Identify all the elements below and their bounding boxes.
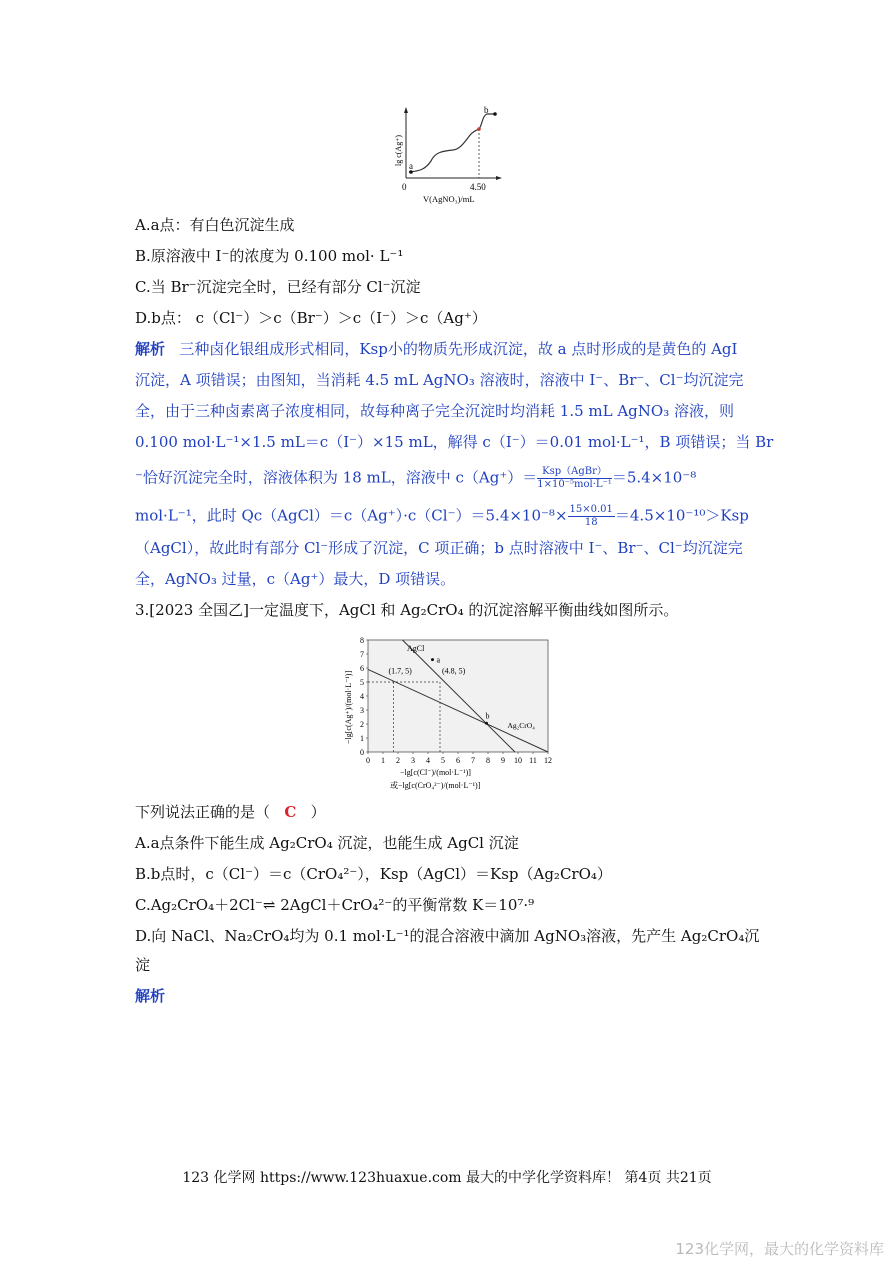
fraction-qc — [568, 504, 615, 529]
fraction-ksp-den: 1×10⁻⁵mol·L⁻¹ — [537, 479, 612, 490]
q2-option-a: A.a点：有白色沉淀生成 — [135, 216, 295, 234]
y-tick-label: 8 — [360, 636, 364, 645]
x-tick-label: 6 — [456, 756, 460, 765]
analysis2-line1 — [135, 339, 737, 359]
y-tick-label: 2 — [360, 720, 364, 729]
x-tick-label: 3 — [411, 756, 415, 765]
point-a — [431, 658, 434, 661]
y-tick-label: 1 — [360, 734, 364, 743]
titration-curve — [409, 114, 495, 172]
fig1-point-b: b — [484, 105, 489, 115]
q3-option-a: A.a点条件下能生成 Ag₂CrO₄ 沉淀，也能生成 AgCl 沉淀 — [135, 834, 519, 852]
point-a-label: a — [436, 655, 441, 665]
point-b — [485, 722, 488, 725]
x-tick-label: 7 — [471, 756, 475, 765]
x-tick-label: 11 — [529, 756, 537, 765]
y-tick-label: 3 — [360, 706, 364, 715]
solubility-chart — [338, 632, 562, 794]
q3-prompt-text: 下列说法正确的是（ — [135, 803, 271, 821]
x-tick-label: 5 — [441, 756, 445, 765]
series-label-agcl: AgCl — [407, 644, 425, 654]
x-tick-label: 4 — [426, 756, 430, 765]
fraction-ksp — [537, 466, 612, 491]
q3-option-d-line1: D.向 NaCl、Na₂CrO₄均为 0.1 mol·L⁻¹的混合溶液中滴加 AgNO₃溶液，先产生 Ag₂CrO₄沉 — [135, 927, 760, 945]
x-tick-label: 0 — [366, 756, 370, 765]
analysis-label: 解析 — [135, 340, 166, 358]
y-tick-label: 4 — [360, 692, 364, 701]
chart-xlabel: −lg[c(Cl⁻)/(mol·L⁻¹)] — [400, 768, 471, 777]
x-tick-label: 9 — [501, 756, 505, 765]
x-tick-label: 2 — [396, 756, 400, 765]
q2-option-c: C.当 Br⁻沉淀完全时，已经有部分 Cl⁻沉淀 — [135, 278, 421, 296]
fraction-qc-num: 15×0.01 — [569, 504, 613, 515]
titration-figure — [375, 104, 515, 206]
analysis2-line8: 全，AgNO₃ 过量，c（Ag⁺）最大，D 项错误。 — [135, 570, 456, 588]
q3-option-c: C.Ag₂CrO₄＋2Cl⁻⇌ 2AgCl＋CrO₄²⁻的平衡常数 K＝10⁷·⁹ — [135, 896, 535, 914]
y-tick-label: 6 — [360, 664, 364, 673]
answer-letter: C — [284, 803, 297, 821]
fig1-xlabel: V(AgNO₃)/mL — [423, 194, 475, 204]
analysis2-text1: 三种卤化银组成形式相同，Ksp小的物质先形成沉淀，故 a 点时形成的是黄色的 AgI — [179, 340, 738, 358]
fig1-origin: 0 — [402, 182, 407, 192]
fig1-point-a: a — [409, 161, 413, 171]
analysis2-text5a: ⁻恰好沉淀完全时，溶液体积为 18 mL，溶液中 c（Ag⁺）＝ — [135, 468, 538, 487]
fraction-qc-den: 18 — [584, 517, 598, 528]
plot-area — [368, 640, 548, 752]
q3-stem: 3.[2023 全国乙]一定温度下，AgCl 和 Ag₂CrO₄ 的沉淀溶解平衡曲线如图所示。 — [135, 601, 679, 619]
y-tick-label: 0 — [360, 748, 364, 757]
analysis2-text5b: ＝5.4×10⁻⁸ — [611, 468, 697, 487]
q3-option-d-line2: 淀 — [135, 956, 151, 974]
analysis2-line3: 全，由于三种卤素离子浓度相同，故每种离子完全沉淀时均消耗 1.5 mL AgNO₃ 溶液，则 — [135, 402, 734, 420]
analysis2-line2: 沉淀，A 项错误；由图知，当消耗 4.5 mL AgNO₃ 溶液时，溶液中 I⁻、Br⁻、Cl⁻均沉淀完 — [135, 371, 744, 389]
chart-xlabel2: 或−lg[c(CrO₄²⁻)/(mol·L⁻¹)] — [390, 781, 481, 790]
fraction-ksp-num: Ksp（AgBr） — [537, 466, 612, 479]
x-tick-label: 8 — [486, 756, 490, 765]
q3-prompt-end: ） — [310, 803, 326, 821]
fig1-ylabel: lg c(Ag⁺) — [394, 134, 403, 166]
y-tick-label: 7 — [360, 650, 364, 659]
point-mid-marker — [477, 127, 481, 131]
q3-prompt — [135, 802, 326, 822]
fig1-xtick: 4.50 — [470, 182, 486, 192]
page-footer: 123 化学网 https://www.123huaxue.com 最大的中学化学资料库！ 第4页 共21页 — [182, 1170, 712, 1186]
site-watermark: 123化学网，最大的化学资料库 — [675, 1240, 884, 1258]
analysis2-line4: 0.100 mol·L⁻¹×1.5 mL＝c（I⁻）×15 mL，解得 c（I⁻）＝0.01 mol·L⁻¹，B 项错误；当 Br — [135, 433, 774, 451]
analysis2-text6a: mol·L⁻¹，此时 Qc（AgCl）＝c（Ag⁺）·c（Cl⁻）＝5.4×10⁻⁸× — [135, 506, 568, 525]
point-4-8-label: (4.8, 5) — [442, 666, 466, 676]
analysis2-text6b: ＝4.5×10⁻¹⁰＞Ksp — [614, 506, 749, 525]
point-b-label: b — [485, 711, 490, 721]
analysis2-line6 — [135, 504, 749, 529]
chart-ylabel: −lg[c(Ag⁺)/(mol·L⁻¹)] — [344, 670, 353, 744]
point-b-marker — [493, 112, 497, 116]
x-tick-label: 10 — [514, 756, 522, 765]
x-tick-label: 1 — [381, 756, 385, 765]
point-1-7-label: (1.7, 5) — [388, 666, 412, 676]
series-label-ag2cro4: Ag₂CrO₄ — [507, 721, 535, 731]
x-tick-label: 12 — [544, 756, 552, 765]
q3-option-b: B.b点时，c（Cl⁻）＝c（CrO₄²⁻），Ksp（AgCl）＝Ksp（Ag₂CrO₄） — [135, 865, 612, 883]
y-tick-label: 5 — [360, 678, 364, 687]
q2-option-b: B.原溶液中 I⁻的浓度为 0.100 mol· L⁻¹ — [135, 247, 404, 265]
analysis2-line7: （AgCl），故此时有部分 Cl⁻形成了沉淀，C 项正确；b 点时溶液中 I⁻、Br⁻、Cl⁻均沉淀完 — [135, 539, 743, 557]
q3-analysis-label: 解析 — [135, 987, 166, 1005]
q2-option-d: D.b点： c（Cl⁻）＞c（Br⁻）＞c（I⁻）＞c（Ag⁺） — [135, 309, 487, 327]
analysis2-line5 — [135, 466, 696, 491]
